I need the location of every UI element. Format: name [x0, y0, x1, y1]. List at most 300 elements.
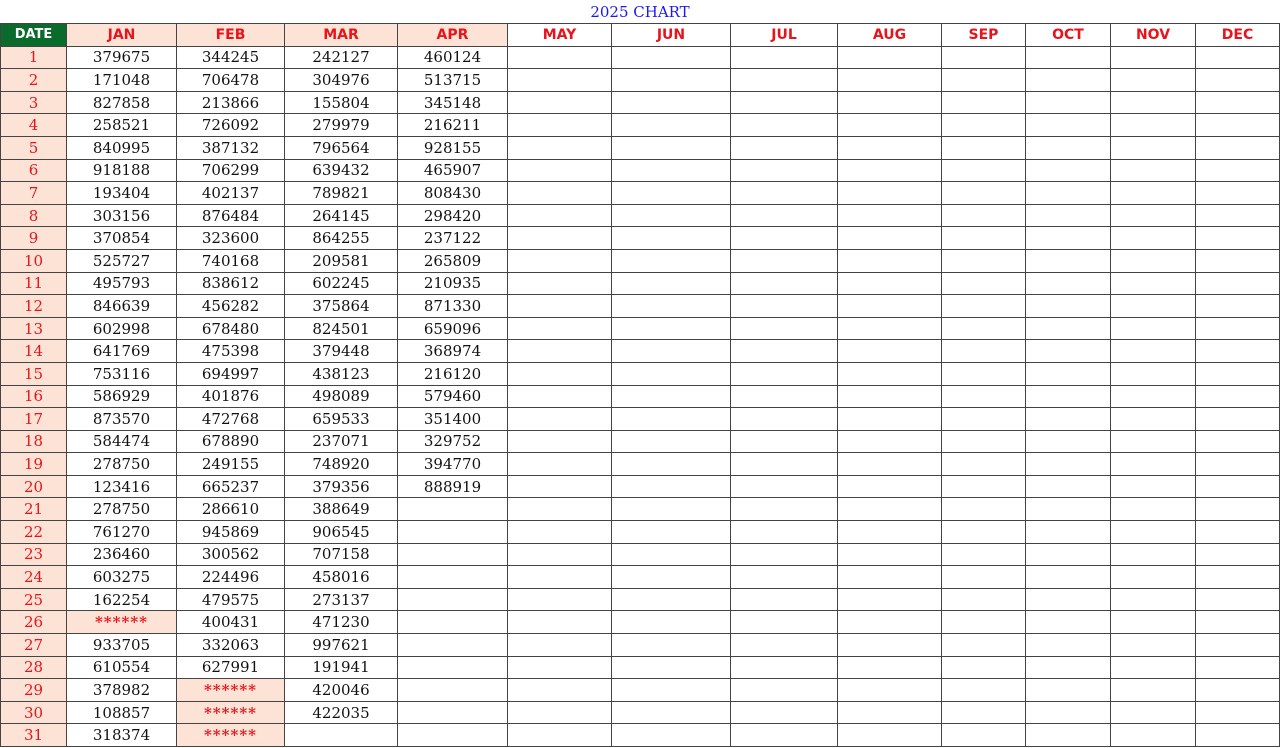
row-date-cell[interactable]: 3 — [1, 91, 67, 114]
cell-feb[interactable]: 706478 — [177, 69, 285, 92]
cell-jul[interactable] — [731, 204, 838, 227]
cell-sep[interactable] — [942, 408, 1026, 431]
cell-jan[interactable]: 586929 — [67, 385, 177, 408]
cell-mar[interactable]: 824501 — [285, 317, 398, 340]
cell-jun[interactable] — [612, 543, 731, 566]
cell-mar[interactable]: 379356 — [285, 475, 398, 498]
month-header-oct[interactable]: OCT — [1026, 24, 1111, 47]
cell-dec[interactable] — [1196, 159, 1280, 182]
cell-jan[interactable]: 753116 — [67, 362, 177, 385]
row-date-cell[interactable]: 29 — [1, 679, 67, 702]
cell-jan[interactable]: 108857 — [67, 701, 177, 724]
cell-jun[interactable] — [612, 566, 731, 589]
row-date-cell[interactable]: 8 — [1, 204, 67, 227]
cell-nov[interactable] — [1111, 566, 1196, 589]
row-date-cell[interactable]: 23 — [1, 543, 67, 566]
cell-dec[interactable] — [1196, 475, 1280, 498]
month-header-jan[interactable]: JAN — [67, 24, 177, 47]
cell-jun[interactable] — [612, 453, 731, 476]
month-header-jun[interactable]: JUN — [612, 24, 731, 47]
cell-jun[interactable] — [612, 385, 731, 408]
cell-oct[interactable] — [1026, 340, 1111, 363]
cell-jul[interactable] — [731, 362, 838, 385]
cell-feb[interactable]: 402137 — [177, 182, 285, 205]
row-date-cell[interactable]: 22 — [1, 521, 67, 544]
cell-feb[interactable]: 300562 — [177, 543, 285, 566]
cell-oct[interactable] — [1026, 159, 1111, 182]
cell-aug[interactable] — [838, 46, 942, 69]
cell-jan[interactable]: 610554 — [67, 656, 177, 679]
row-date-cell[interactable]: 11 — [1, 272, 67, 295]
cell-sep[interactable] — [942, 317, 1026, 340]
cell-jul[interactable] — [731, 656, 838, 679]
row-date-cell[interactable]: 12 — [1, 295, 67, 318]
cell-oct[interactable] — [1026, 566, 1111, 589]
cell-dec[interactable] — [1196, 340, 1280, 363]
cell-may[interactable] — [508, 475, 612, 498]
cell-jan[interactable]: 318374 — [67, 724, 177, 747]
cell-apr[interactable] — [398, 724, 508, 747]
cell-may[interactable] — [508, 272, 612, 295]
cell-may[interactable] — [508, 453, 612, 476]
cell-dec[interactable] — [1196, 272, 1280, 295]
cell-apr[interactable]: 216120 — [398, 362, 508, 385]
cell-may[interactable] — [508, 204, 612, 227]
cell-jun[interactable] — [612, 588, 731, 611]
cell-feb[interactable]: 678890 — [177, 430, 285, 453]
cell-jul[interactable] — [731, 69, 838, 92]
cell-nov[interactable] — [1111, 521, 1196, 544]
cell-jan[interactable]: 641769 — [67, 340, 177, 363]
cell-apr[interactable]: 394770 — [398, 453, 508, 476]
cell-mar[interactable]: 304976 — [285, 69, 398, 92]
cell-jul[interactable] — [731, 701, 838, 724]
cell-sep[interactable] — [942, 159, 1026, 182]
row-date-cell[interactable]: 24 — [1, 566, 67, 589]
cell-jul[interactable] — [731, 136, 838, 159]
cell-jul[interactable] — [731, 724, 838, 747]
cell-mar[interactable]: 242127 — [285, 46, 398, 69]
cell-aug[interactable] — [838, 136, 942, 159]
cell-may[interactable] — [508, 566, 612, 589]
cell-apr[interactable]: 237122 — [398, 227, 508, 250]
cell-dec[interactable] — [1196, 656, 1280, 679]
cell-sep[interactable] — [942, 430, 1026, 453]
cell-aug[interactable] — [838, 317, 942, 340]
cell-apr[interactable]: 579460 — [398, 385, 508, 408]
cell-apr[interactable] — [398, 611, 508, 634]
cell-nov[interactable] — [1111, 453, 1196, 476]
cell-mar[interactable]: 458016 — [285, 566, 398, 589]
cell-aug[interactable] — [838, 588, 942, 611]
cell-jul[interactable] — [731, 91, 838, 114]
cell-sep[interactable] — [942, 453, 1026, 476]
cell-may[interactable] — [508, 701, 612, 724]
row-date-cell[interactable]: 14 — [1, 340, 67, 363]
cell-mar[interactable]: 388649 — [285, 498, 398, 521]
month-header-dec[interactable]: DEC — [1196, 24, 1280, 47]
cell-aug[interactable] — [838, 679, 942, 702]
cell-aug[interactable] — [838, 204, 942, 227]
cell-nov[interactable] — [1111, 340, 1196, 363]
cell-jun[interactable] — [612, 408, 731, 431]
cell-dec[interactable] — [1196, 182, 1280, 205]
cell-jun[interactable] — [612, 295, 731, 318]
row-date-cell[interactable]: 9 — [1, 227, 67, 250]
cell-feb[interactable]: 472768 — [177, 408, 285, 431]
cell-oct[interactable] — [1026, 430, 1111, 453]
cell-may[interactable] — [508, 498, 612, 521]
cell-jul[interactable] — [731, 521, 838, 544]
cell-feb[interactable]: 665237 — [177, 475, 285, 498]
row-date-cell[interactable]: 5 — [1, 136, 67, 159]
cell-aug[interactable] — [838, 182, 942, 205]
cell-feb[interactable]: 249155 — [177, 453, 285, 476]
cell-jul[interactable] — [731, 611, 838, 634]
cell-dec[interactable] — [1196, 69, 1280, 92]
cell-aug[interactable] — [838, 159, 942, 182]
cell-feb[interactable]: 876484 — [177, 204, 285, 227]
cell-dec[interactable] — [1196, 91, 1280, 114]
cell-mar[interactable]: 264145 — [285, 204, 398, 227]
cell-sep[interactable] — [942, 521, 1026, 544]
cell-dec[interactable] — [1196, 543, 1280, 566]
cell-jan[interactable]: 761270 — [67, 521, 177, 544]
cell-mar[interactable]: 498089 — [285, 385, 398, 408]
cell-jan[interactable]: 525727 — [67, 249, 177, 272]
cell-aug[interactable] — [838, 701, 942, 724]
cell-may[interactable] — [508, 340, 612, 363]
cell-sep[interactable] — [942, 204, 1026, 227]
cell-mar[interactable]: 155804 — [285, 91, 398, 114]
row-date-cell[interactable]: 16 — [1, 385, 67, 408]
cell-aug[interactable] — [838, 408, 942, 431]
cell-jan[interactable]: 378982 — [67, 679, 177, 702]
month-header-mar[interactable]: MAR — [285, 24, 398, 47]
cell-sep[interactable] — [942, 543, 1026, 566]
cell-may[interactable] — [508, 430, 612, 453]
cell-dec[interactable] — [1196, 701, 1280, 724]
cell-oct[interactable] — [1026, 136, 1111, 159]
cell-sep[interactable] — [942, 362, 1026, 385]
row-date-cell[interactable]: 17 — [1, 408, 67, 431]
row-date-cell[interactable]: 21 — [1, 498, 67, 521]
cell-jan[interactable]: 918188 — [67, 159, 177, 182]
cell-nov[interactable] — [1111, 69, 1196, 92]
cell-nov[interactable] — [1111, 114, 1196, 137]
cell-jul[interactable] — [731, 679, 838, 702]
cell-feb[interactable]: 838612 — [177, 272, 285, 295]
cell-oct[interactable] — [1026, 204, 1111, 227]
month-header-jul[interactable]: JUL — [731, 24, 838, 47]
cell-sep[interactable] — [942, 566, 1026, 589]
cell-oct[interactable] — [1026, 272, 1111, 295]
cell-feb[interactable]: 401876 — [177, 385, 285, 408]
cell-nov[interactable] — [1111, 430, 1196, 453]
cell-sep[interactable] — [942, 136, 1026, 159]
cell-may[interactable] — [508, 227, 612, 250]
cell-nov[interactable] — [1111, 136, 1196, 159]
cell-dec[interactable] — [1196, 453, 1280, 476]
cell-feb[interactable]: 224496 — [177, 566, 285, 589]
cell-jan[interactable]: 933705 — [67, 634, 177, 657]
cell-jul[interactable] — [731, 634, 838, 657]
cell-nov[interactable] — [1111, 182, 1196, 205]
cell-jan[interactable]: 303156 — [67, 204, 177, 227]
cell-oct[interactable] — [1026, 453, 1111, 476]
cell-jul[interactable] — [731, 453, 838, 476]
cell-dec[interactable] — [1196, 136, 1280, 159]
cell-jun[interactable] — [612, 430, 731, 453]
cell-apr[interactable]: 368974 — [398, 340, 508, 363]
cell-sep[interactable] — [942, 114, 1026, 137]
cell-aug[interactable] — [838, 362, 942, 385]
cell-jun[interactable] — [612, 679, 731, 702]
cell-jun[interactable] — [612, 521, 731, 544]
cell-feb[interactable]: 286610 — [177, 498, 285, 521]
cell-jun[interactable] — [612, 701, 731, 724]
cell-dec[interactable] — [1196, 566, 1280, 589]
cell-sep[interactable] — [942, 69, 1026, 92]
cell-sep[interactable] — [942, 475, 1026, 498]
cell-aug[interactable] — [838, 566, 942, 589]
cell-feb[interactable]: 332063 — [177, 634, 285, 657]
cell-jul[interactable] — [731, 408, 838, 431]
cell-aug[interactable] — [838, 498, 942, 521]
row-date-cell[interactable]: 19 — [1, 453, 67, 476]
cell-jan[interactable]: 584474 — [67, 430, 177, 453]
row-date-cell[interactable]: 4 — [1, 114, 67, 137]
cell-may[interactable] — [508, 634, 612, 657]
row-date-cell[interactable]: 6 — [1, 159, 67, 182]
cell-apr[interactable] — [398, 588, 508, 611]
cell-nov[interactable] — [1111, 362, 1196, 385]
cell-feb[interactable]: 678480 — [177, 317, 285, 340]
row-date-cell[interactable]: 7 — [1, 182, 67, 205]
cell-oct[interactable] — [1026, 46, 1111, 69]
cell-jan[interactable]: 495793 — [67, 272, 177, 295]
cell-jul[interactable] — [731, 159, 838, 182]
cell-jun[interactable] — [612, 136, 731, 159]
cell-oct[interactable] — [1026, 724, 1111, 747]
cell-nov[interactable] — [1111, 498, 1196, 521]
cell-nov[interactable] — [1111, 249, 1196, 272]
cell-dec[interactable] — [1196, 634, 1280, 657]
cell-jul[interactable] — [731, 317, 838, 340]
cell-jan[interactable]: 602998 — [67, 317, 177, 340]
cell-mar[interactable]: 375864 — [285, 295, 398, 318]
cell-jun[interactable] — [612, 91, 731, 114]
cell-aug[interactable] — [838, 249, 942, 272]
cell-feb[interactable]: 456282 — [177, 295, 285, 318]
cell-jul[interactable] — [731, 227, 838, 250]
cell-jan[interactable]: 603275 — [67, 566, 177, 589]
cell-jan[interactable]: 846639 — [67, 295, 177, 318]
cell-oct[interactable] — [1026, 408, 1111, 431]
row-date-cell[interactable]: 25 — [1, 588, 67, 611]
cell-may[interactable] — [508, 385, 612, 408]
cell-oct[interactable] — [1026, 475, 1111, 498]
cell-dec[interactable] — [1196, 430, 1280, 453]
cell-sep[interactable] — [942, 724, 1026, 747]
cell-jun[interactable] — [612, 227, 731, 250]
cell-mar[interactable]: 864255 — [285, 227, 398, 250]
cell-jul[interactable] — [731, 385, 838, 408]
month-header-nov[interactable]: NOV — [1111, 24, 1196, 47]
cell-nov[interactable] — [1111, 91, 1196, 114]
cell-dec[interactable] — [1196, 114, 1280, 137]
cell-apr[interactable] — [398, 656, 508, 679]
cell-jan[interactable]: 278750 — [67, 498, 177, 521]
cell-dec[interactable] — [1196, 362, 1280, 385]
cell-mar[interactable]: 191941 — [285, 656, 398, 679]
cell-aug[interactable] — [838, 272, 942, 295]
cell-oct[interactable] — [1026, 385, 1111, 408]
cell-jun[interactable] — [612, 69, 731, 92]
cell-feb[interactable]: 627991 — [177, 656, 285, 679]
cell-dec[interactable] — [1196, 317, 1280, 340]
cell-oct[interactable] — [1026, 317, 1111, 340]
cell-jun[interactable] — [612, 634, 731, 657]
cell-oct[interactable] — [1026, 634, 1111, 657]
cell-mar[interactable]: 420046 — [285, 679, 398, 702]
cell-jun[interactable] — [612, 475, 731, 498]
month-header-may[interactable]: MAY — [508, 24, 612, 47]
cell-feb[interactable]: ****** — [177, 701, 285, 724]
cell-jul[interactable] — [731, 340, 838, 363]
cell-oct[interactable] — [1026, 611, 1111, 634]
cell-feb[interactable]: 726092 — [177, 114, 285, 137]
cell-mar[interactable]: 237071 — [285, 430, 398, 453]
cell-jan[interactable]: ****** — [67, 611, 177, 634]
cell-apr[interactable]: 465907 — [398, 159, 508, 182]
cell-nov[interactable] — [1111, 385, 1196, 408]
cell-oct[interactable] — [1026, 656, 1111, 679]
cell-may[interactable] — [508, 362, 612, 385]
cell-nov[interactable] — [1111, 317, 1196, 340]
cell-feb[interactable]: 344245 — [177, 46, 285, 69]
cell-jan[interactable]: 827858 — [67, 91, 177, 114]
cell-apr[interactable] — [398, 543, 508, 566]
cell-aug[interactable] — [838, 475, 942, 498]
cell-may[interactable] — [508, 295, 612, 318]
cell-sep[interactable] — [942, 679, 1026, 702]
cell-aug[interactable] — [838, 295, 942, 318]
cell-jun[interactable] — [612, 249, 731, 272]
date-header[interactable]: DATE — [1, 24, 67, 47]
cell-dec[interactable] — [1196, 249, 1280, 272]
cell-jan[interactable]: 278750 — [67, 453, 177, 476]
cell-mar[interactable]: 796564 — [285, 136, 398, 159]
cell-feb[interactable]: 694997 — [177, 362, 285, 385]
cell-may[interactable] — [508, 249, 612, 272]
cell-jan[interactable]: 873570 — [67, 408, 177, 431]
cell-feb[interactable]: 475398 — [177, 340, 285, 363]
cell-feb[interactable]: ****** — [177, 679, 285, 702]
cell-feb[interactable]: 323600 — [177, 227, 285, 250]
cell-jul[interactable] — [731, 543, 838, 566]
cell-mar[interactable]: 279979 — [285, 114, 398, 137]
month-header-sep[interactable]: SEP — [942, 24, 1026, 47]
cell-aug[interactable] — [838, 724, 942, 747]
cell-jul[interactable] — [731, 249, 838, 272]
row-date-cell[interactable]: 2 — [1, 69, 67, 92]
cell-may[interactable] — [508, 136, 612, 159]
cell-may[interactable] — [508, 656, 612, 679]
cell-apr[interactable] — [398, 498, 508, 521]
cell-apr[interactable]: 808430 — [398, 182, 508, 205]
cell-oct[interactable] — [1026, 182, 1111, 205]
cell-may[interactable] — [508, 114, 612, 137]
cell-dec[interactable] — [1196, 679, 1280, 702]
cell-mar[interactable]: 602245 — [285, 272, 398, 295]
cell-apr[interactable]: 659096 — [398, 317, 508, 340]
cell-jun[interactable] — [612, 498, 731, 521]
row-date-cell[interactable]: 27 — [1, 634, 67, 657]
cell-sep[interactable] — [942, 656, 1026, 679]
cell-apr[interactable]: 888919 — [398, 475, 508, 498]
cell-jun[interactable] — [612, 317, 731, 340]
cell-aug[interactable] — [838, 340, 942, 363]
cell-jun[interactable] — [612, 724, 731, 747]
cell-sep[interactable] — [942, 46, 1026, 69]
cell-mar[interactable]: 273137 — [285, 588, 398, 611]
cell-jul[interactable] — [731, 588, 838, 611]
cell-apr[interactable]: 265809 — [398, 249, 508, 272]
cell-aug[interactable] — [838, 91, 942, 114]
cell-dec[interactable] — [1196, 204, 1280, 227]
cell-aug[interactable] — [838, 114, 942, 137]
row-date-cell[interactable]: 13 — [1, 317, 67, 340]
cell-sep[interactable] — [942, 227, 1026, 250]
cell-dec[interactable] — [1196, 295, 1280, 318]
cell-apr[interactable]: 210935 — [398, 272, 508, 295]
cell-oct[interactable] — [1026, 543, 1111, 566]
cell-oct[interactable] — [1026, 295, 1111, 318]
cell-feb[interactable]: 706299 — [177, 159, 285, 182]
cell-dec[interactable] — [1196, 46, 1280, 69]
cell-oct[interactable] — [1026, 588, 1111, 611]
cell-jun[interactable] — [612, 46, 731, 69]
month-header-aug[interactable]: AUG — [838, 24, 942, 47]
row-date-cell[interactable]: 10 — [1, 249, 67, 272]
cell-jan[interactable]: 379675 — [67, 46, 177, 69]
cell-nov[interactable] — [1111, 543, 1196, 566]
cell-jun[interactable] — [612, 204, 731, 227]
cell-mar[interactable] — [285, 724, 398, 747]
cell-oct[interactable] — [1026, 91, 1111, 114]
cell-feb[interactable]: 740168 — [177, 249, 285, 272]
cell-apr[interactable]: 351400 — [398, 408, 508, 431]
cell-nov[interactable] — [1111, 588, 1196, 611]
cell-sep[interactable] — [942, 611, 1026, 634]
cell-sep[interactable] — [942, 91, 1026, 114]
cell-may[interactable] — [508, 679, 612, 702]
cell-apr[interactable]: 513715 — [398, 69, 508, 92]
cell-aug[interactable] — [838, 430, 942, 453]
cell-mar[interactable]: 422035 — [285, 701, 398, 724]
cell-dec[interactable] — [1196, 611, 1280, 634]
cell-may[interactable] — [508, 46, 612, 69]
cell-mar[interactable]: 789821 — [285, 182, 398, 205]
cell-jul[interactable] — [731, 430, 838, 453]
cell-nov[interactable] — [1111, 656, 1196, 679]
cell-mar[interactable]: 209581 — [285, 249, 398, 272]
cell-mar[interactable]: 997621 — [285, 634, 398, 657]
cell-jun[interactable] — [612, 611, 731, 634]
cell-may[interactable] — [508, 724, 612, 747]
cell-aug[interactable] — [838, 227, 942, 250]
